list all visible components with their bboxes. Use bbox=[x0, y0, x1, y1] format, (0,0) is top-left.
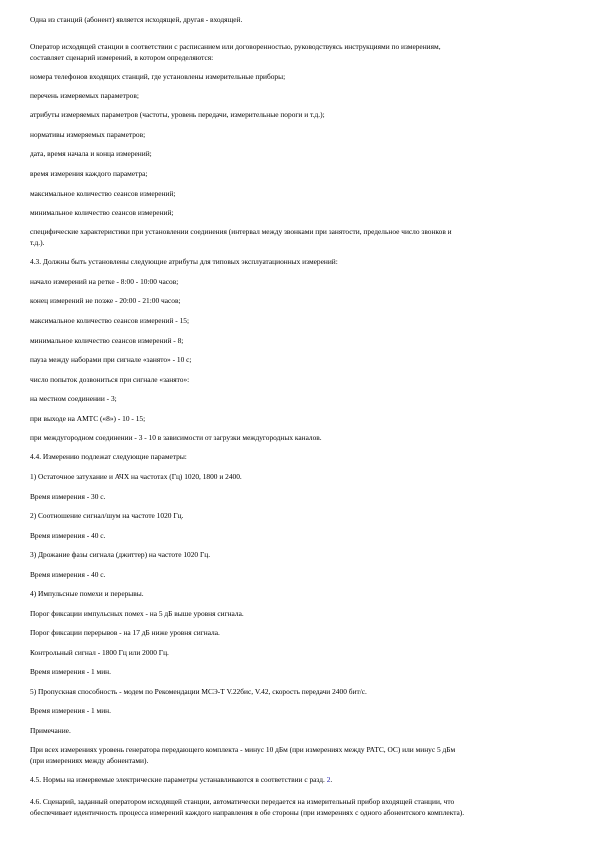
list-item: атрибуты измеряемых параметров (частоты, уровень передачи, измерительные пороги и т.д.); bbox=[30, 110, 325, 119]
list-item: дата, время начала и конца измерений; bbox=[30, 149, 152, 158]
list-item: Контрольный сигнал - 1800 Гц или 2000 Гц. bbox=[30, 648, 169, 657]
list-item: Время измерения - 1 мин. bbox=[30, 667, 111, 676]
list-item: на местном соединении - 3; bbox=[30, 394, 117, 403]
list-item: число попыток дозвониться при сигнале «занято»: bbox=[30, 375, 190, 384]
list-item: Время измерения - 40 с. bbox=[30, 531, 106, 540]
note-text: (при измерениях между абонентами). bbox=[30, 756, 149, 765]
section-text: 4.5. Нормы на измеряемые электрические параметры устанавливаются в соответствии с разд. bbox=[30, 775, 327, 784]
section-heading: 4.6. Сценарий, заданный оператором исходящей станции, автоматически передается на измерительный прибор входящей станции, что bbox=[30, 797, 455, 806]
list-item: минимальное количество сеансов измерений - 8; bbox=[30, 336, 184, 345]
list-item: специфические характеристики при установлении соединения (интервал между звонками при занятости, предельное число звонков и bbox=[30, 227, 452, 236]
list-item: номера телефонов входящих станций, где установлены измерительные приборы; bbox=[30, 72, 286, 81]
list-item: нормативы измеряемых параметров; bbox=[30, 130, 146, 139]
list-item: Порог фиксации перерывов - на 17 дБ ниже уровня сигнала. bbox=[30, 628, 220, 637]
list-item: время измерения каждого параметра; bbox=[30, 169, 148, 178]
section-heading: 4.3. Должны быть установлены следующие атрибуты для типовых эксплуатационных измерений: bbox=[30, 257, 338, 266]
paragraph-line: Одна из станций (абонент) является исходящей, другая - входящей. bbox=[30, 15, 243, 24]
list-item: минимальное количество сеансов измерений; bbox=[30, 208, 174, 217]
list-item: 5) Пропускная способность - модем по Рекомендации МСЭ-Т V.22бис, V.42, скорость передачи 2400 бит/с. bbox=[30, 687, 367, 696]
list-item: 3) Дрожание фазы сигнала (джиттер) на частоте 1020 Гц. bbox=[30, 550, 211, 559]
paragraph-line: обеспечивает идентичность процесса измерений каждого направления в обе стороны (при измерениях с одного абонентского комплекта). bbox=[30, 808, 465, 817]
list-item: при междугородном соединении - 3 - 10 в зависимости от загрузки междугородных каналов. bbox=[30, 433, 322, 442]
list-item: 2) Соотношение сигнал/шум на частоте 1020 Гц. bbox=[30, 511, 184, 520]
note-text: При всех измерениях уровень генератора передающего комплекта - минус 10 дБм (при измерениях между РАТС, ОС) или минус 5 дБм bbox=[30, 745, 456, 754]
paragraph-line: составляет сценарий измерений, в котором определяются: bbox=[30, 53, 214, 62]
list-item: конец измерений не позже - 20:00 - 21:00 часов; bbox=[30, 296, 181, 305]
list-item: 1) Остаточное затухание и АЧХ на частотах (Гц) 1020, 1800 и 2400. bbox=[30, 472, 242, 481]
section-link[interactable]: 2 bbox=[326, 775, 331, 784]
list-item: пауза между наборами при сигнале «занято» - 10 с; bbox=[30, 355, 192, 364]
list-item: Время измерения - 1 мин. bbox=[30, 706, 111, 715]
section-text-end: . bbox=[330, 775, 333, 784]
list-item: т.д.). bbox=[30, 238, 45, 247]
list-item: Порог фиксации импульсных помех - на 5 дБ выше уровня сигнала. bbox=[30, 609, 244, 618]
section-heading bbox=[30, 775, 565, 784]
list-item: перечень измеряемых параметров; bbox=[30, 91, 139, 100]
list-item: 4) Импульсные помехи и перерывы. bbox=[30, 589, 144, 598]
section-heading: 4.4. Измерению подлежат следующие параметры: bbox=[30, 452, 187, 461]
list-item: начало измерений на ретке - 8:00 - 10:00 часов; bbox=[30, 277, 179, 286]
list-item: Время измерения - 40 с. bbox=[30, 570, 106, 579]
paragraph-line: Оператор исходящей станции в соответствии с расписанием или договоренностью, руководствуясь инструкциями по измерениям, bbox=[30, 42, 441, 51]
list-item: максимальное количество сеансов измерений - 15; bbox=[30, 316, 190, 325]
list-item: при выходе на АМТС («8») - 10 - 15; bbox=[30, 414, 146, 423]
note-heading: Примечание. bbox=[30, 726, 71, 735]
list-item: максимальное количество сеансов измерений; bbox=[30, 189, 176, 198]
list-item: Время измерения - 30 с. bbox=[30, 492, 106, 501]
